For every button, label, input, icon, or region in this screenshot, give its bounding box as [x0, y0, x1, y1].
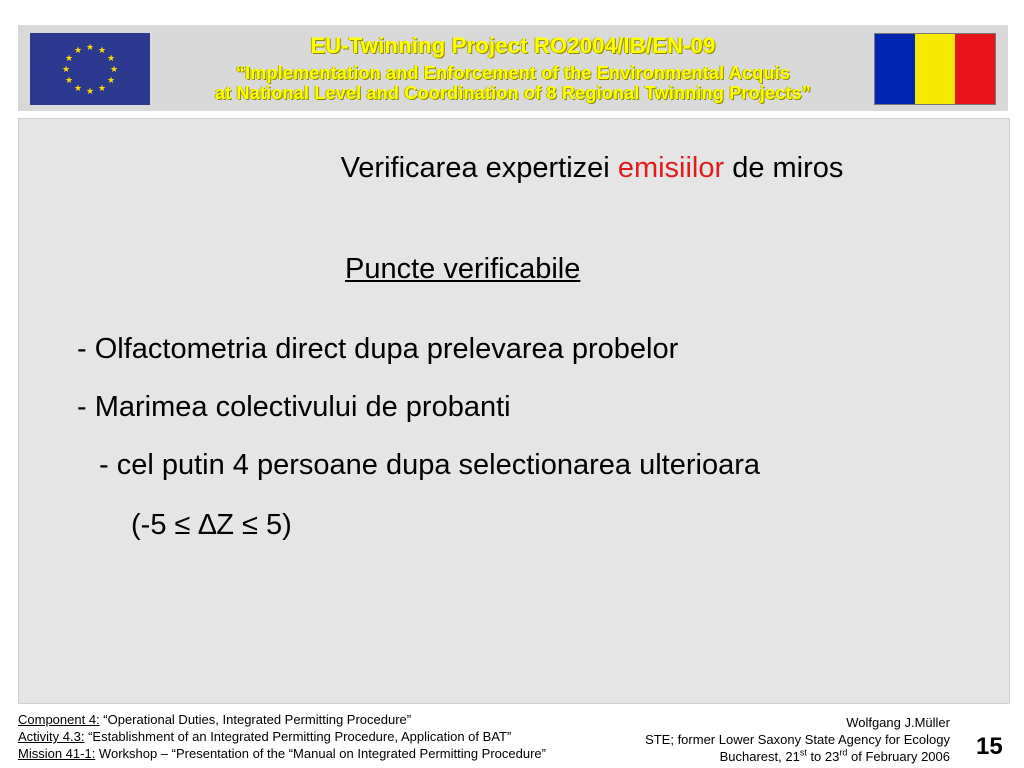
svg-text:★: ★: [61, 65, 71, 75]
title-highlight: emisiilor: [617, 152, 725, 184]
slide-header: [18, 25, 1008, 111]
slide-title: Verificarea expertizei emisiilor de miros: [340, 152, 844, 184]
svg-text:★: ★: [64, 76, 74, 86]
footer-mission: Mission 41-1: Workshop – “Presentation of the “Manual on Integrated Permitting Procedure”: [18, 746, 546, 761]
footer-affiliation: STE; former Lower Saxony State Agency for Ecology: [645, 732, 950, 747]
svg-text:★: ★: [97, 46, 107, 56]
svg-text:★: ★: [106, 54, 116, 64]
project-title: EU-Twinning Project RO2004/IB/EN-09: [310, 33, 716, 58]
svg-text:★: ★: [73, 84, 83, 94]
bullet-formula: (-5 ≤ ∆Z ≤ 5): [131, 509, 292, 541]
footer-project-info: [18, 711, 546, 762]
footer-component: Component 4: “Operational Duties, Integrated Permitting Procedure”: [18, 712, 412, 727]
svg-text:★: ★: [97, 84, 107, 94]
footer-date: Bucharest, 21st to 23rd of February 2006: [719, 747, 950, 764]
project-subtitle-line2: at National Level and Coordination of 8 Regional Twinning Projects”: [214, 83, 812, 103]
svg-text:★: ★: [73, 46, 83, 56]
bullet-item: - Marimea colectivului de probanti: [77, 391, 511, 423]
romania-flag-icon: [874, 33, 996, 105]
footer-activity: Activity 4.3: “Establishment of an Integrated Permitting Procedure, Application of BAT”: [18, 729, 512, 744]
slide-subtitle: Puncte verificabile: [345, 253, 581, 285]
slide-content: [18, 118, 1010, 704]
footer-author: Wolfgang J.Müller: [846, 715, 950, 730]
bullet-item: - Olfactometria direct dupa prelevarea probelor: [77, 333, 679, 365]
svg-text:★: ★: [85, 43, 95, 53]
project-subtitle-line1: “Implementation and Enforcement of the Environmental Acquis: [235, 63, 791, 83]
svg-text:★: ★: [64, 54, 74, 64]
bullet-subitem: - cel putin 4 persoane dupa selectionarea ulterioara: [99, 449, 760, 481]
svg-text:★: ★: [85, 87, 95, 97]
svg-text:★: ★: [109, 65, 119, 75]
page-number: 15: [976, 733, 1003, 760]
eu-flag-icon: [30, 33, 150, 105]
footer-author-info: [645, 714, 950, 765]
svg-text:★: ★: [106, 76, 116, 86]
